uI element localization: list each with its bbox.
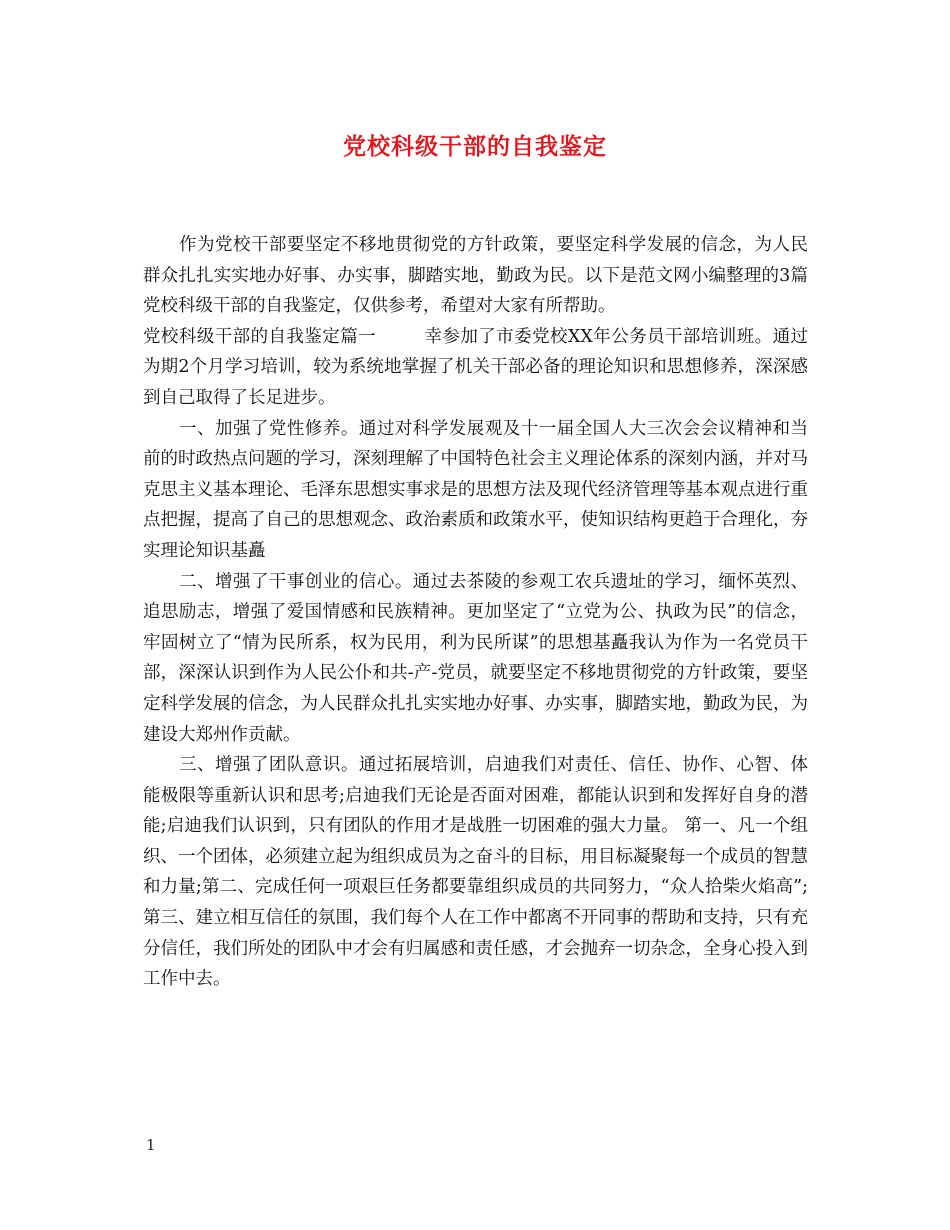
page-number: 1 [146,1136,156,1154]
paragraph-point-three: 三、增强了团队意识。通过拓展培训，启迪我们对责任、信任、协作、心智、体能极限等重新认识和思考;启迪我们无论是否面对困难，都能认识到和发挥好自身的潜能;启迪我们认识到，只有团队的作用才是战胜一切困难的强大力量。 第一、凡一个组织、一个团体，必须建立起为组织成员为之奋斗的目标，用目标凝聚每一个成员的智慧和力量;第二、完成任何一项艰巨任务都要靠组织成员的共同努力，“众人拾柴火焰高”;第三、建立相互信任的氛围，我们每个人在工作中都离不开同事的帮助和支持，只有充分信任，我们所处的团队中才会有归属感和责任感，才会抛弃一切杂念，全身心投入到工作中去。 [143,755,808,990]
paragraph-point-one: 一、加强了党性修养。通过对科学发展观及十一届全国人大三次会会议精神和当前的时政热点问题的学习，深刻理解了中国特色社会主义理论体系的深刻内涵，并对马克思主义基本理论、毛泽东思想实事求是的思想方法及现代经济管理等基本观点进行重点把握，提高了自己的思想观念、政治素质和政策水平，使知识结构更趋于合理化，夯实理论知识基矗 [143,418,808,561]
document-body [143,230,808,995]
section-heading: 党校科级干部的自我鉴定篇一 [143,326,377,347]
document-title: 党校科级干部的自我鉴定 [343,133,607,160]
paragraph-section-one [143,322,808,414]
paragraph-intro: 作为党校干部要坚定不移地贯彻党的方针政策，要坚定科学发展的信念，为人民群众扎扎实实地办好事、办实事，脚踏实地，勤政为民。以下是范文网小编整理的3篇党校科级干部的自我鉴定，仅供参考，希望对大家有所帮助。 [143,235,808,317]
paragraph-point-two: 二、增强了干事创业的信心。通过去茶陵的参观工农兵遗址的学习，缅怀英烈、追思励志，增强了爱国情感和民族精神。更加坚定了“立党为公、执政为民”的信念，牢固树立了“情为民所系，权为民用，利为民所谋”的思想基矗我认为作为一名党员干部，深深认识到作为人民公仆和共-产-党员，就要坚定不移地贯彻党的方针政策，要坚定科学发展的信念，为人民群众扎扎实实地办好事、办实事，脚踏实地，勤政为民，为建设大郑州作贡献。 [143,571,808,745]
section-one-text: 幸参加了市委党校XX年公务员干部培训班。通过为期2个月学习培训，较为系统地掌握了机关干部必备的理论知识和思想修养，深深感到自己取得了长足进步。 [143,326,808,408]
